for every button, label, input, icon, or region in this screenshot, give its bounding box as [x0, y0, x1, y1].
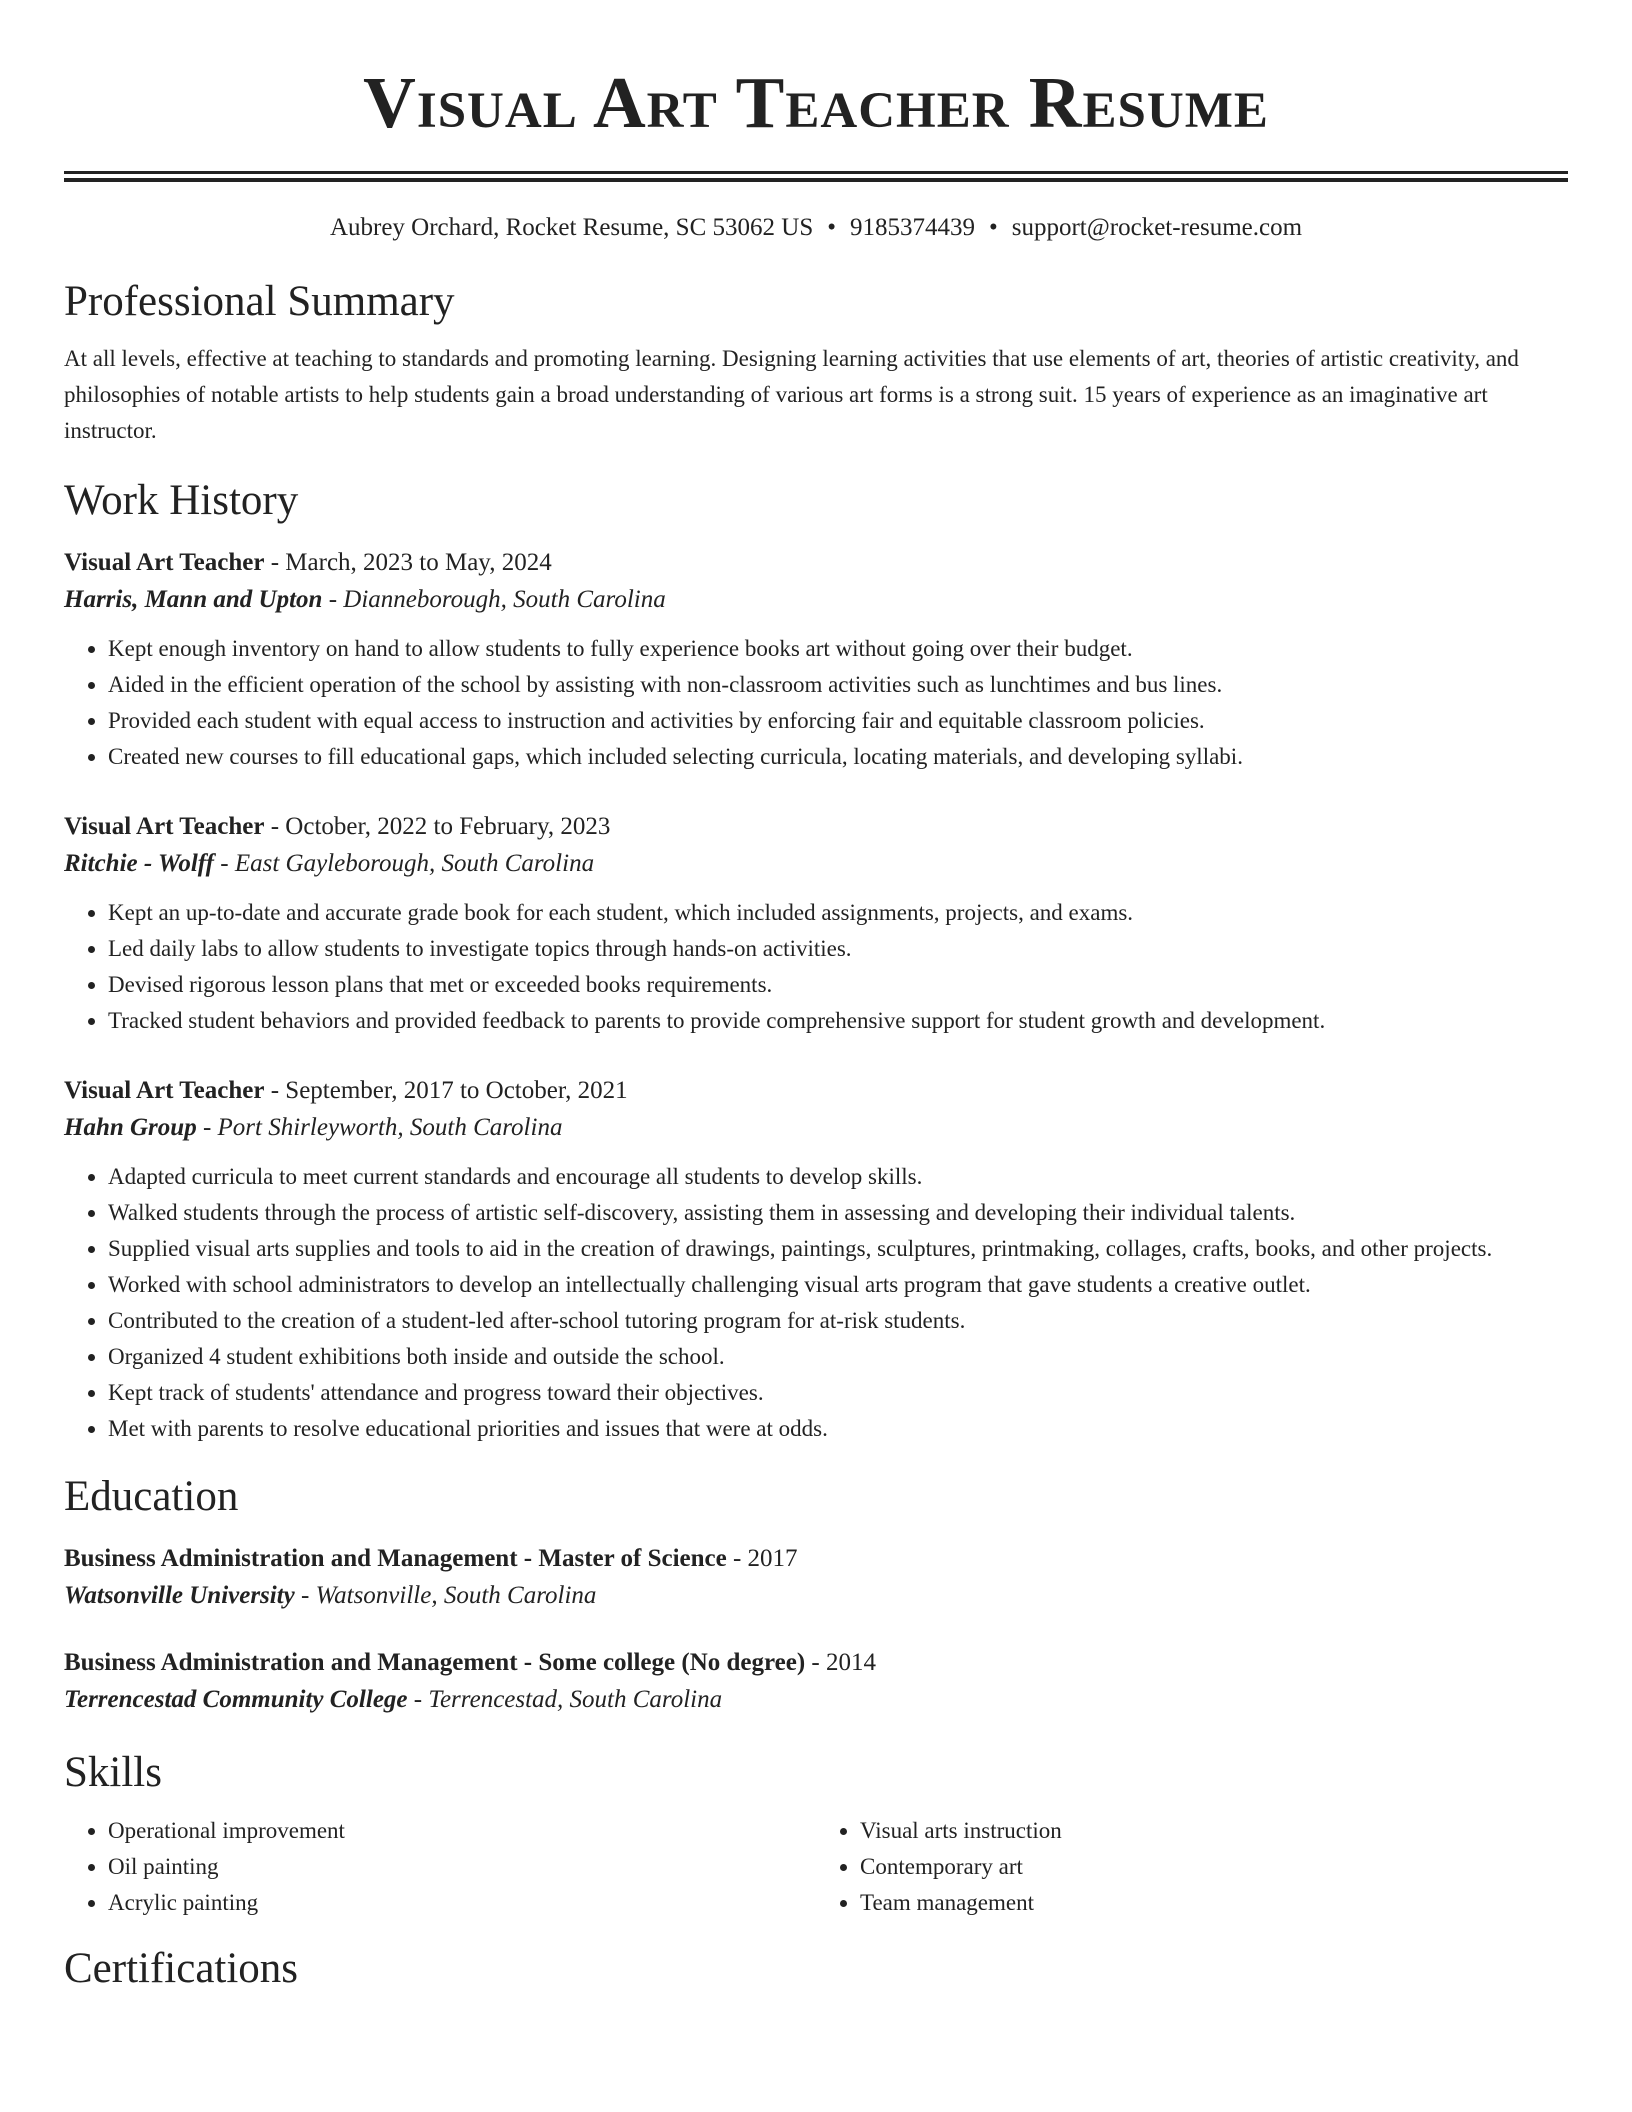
skills-grid [64, 1813, 1568, 1921]
job-title-line [64, 1073, 1568, 1109]
education-year: - 2014 [805, 1649, 876, 1676]
section-heading-work-history: Work History [64, 477, 299, 524]
job-bullets [64, 1159, 1568, 1447]
job-title-line [64, 545, 1568, 581]
job-location: - East Gayleborough, South Carolina [214, 850, 595, 877]
list-item: • Kept an up-to-date and accurate grade book for each student, which included assignments, projects, and exams. [108, 895, 1568, 931]
job-title: Visual Art Teacher [64, 813, 265, 840]
contact-separator: • [827, 214, 836, 241]
certifications-section [64, 1943, 1568, 1995]
job-company-line [64, 1109, 1568, 1147]
section-heading-skills: Skills [64, 1749, 162, 1796]
education-degree-line [64, 1541, 1568, 1577]
job-entry [64, 1073, 1568, 1447]
job-company: Harris, Mann and Upton [64, 586, 323, 613]
job-title: Visual Art Teacher [64, 1077, 265, 1104]
skill-item: • Contemporary art [860, 1849, 1568, 1885]
education-school-line [64, 1681, 1568, 1719]
job-company-line [64, 581, 1568, 619]
skills-column-left [64, 1813, 816, 1921]
list-item: • Supplied visual arts supplies and tools to aid in the creation of drawings, paintings, sculptures, printmaking, collages, crafts, books, and other projects. [108, 1231, 1568, 1267]
education-school: Watsonville University [64, 1582, 295, 1609]
list-item: • Devised rigorous lesson plans that met or exceeded books requirements. [108, 967, 1568, 1003]
education-entry [64, 1541, 1568, 1615]
job-entry [64, 545, 1568, 775]
list-item: • Tracked student behaviors and provided feedback to parents to provide comprehensive support for student growth and development. [108, 1003, 1568, 1039]
work-history-section [64, 475, 1568, 1447]
list-item: • Kept track of students' attendance and progress toward their objectives. [108, 1375, 1568, 1411]
job-location: - Port Shirleyworth, South Carolina [196, 1114, 563, 1141]
contact-email: support@rocket-resume.com [1011, 214, 1303, 241]
education-section [64, 1471, 1568, 1719]
education-location: - Terrencestad, South Carolina [407, 1686, 723, 1713]
resume-title: Visual Art Teacher Resume [363, 62, 1269, 143]
skill-item: • Team management [860, 1885, 1568, 1921]
job-company: Ritchie - Wolff [64, 850, 214, 877]
list-item: • Met with parents to resolve educational priorities and issues that were at odds. [108, 1411, 1568, 1447]
list-item: • Contributed to the creation of a student-led after-school tutoring program for at-risk students. [108, 1303, 1568, 1339]
list-item: • Worked with school administrators to develop an intellectually challenging visual arts program that gave students a creative outlet. [108, 1267, 1568, 1303]
skill-item: • Oil painting [108, 1849, 816, 1885]
job-dates: - October, 2022 to February, 2023 [264, 813, 611, 840]
section-heading-certifications: Certifications [64, 1945, 299, 1992]
job-company-line [64, 845, 1568, 883]
job-company: Hahn Group [64, 1114, 197, 1141]
section-heading-summary: Professional Summary [64, 278, 455, 325]
skill-item: • Visual arts instruction [860, 1813, 1568, 1849]
education-degree: Business Administration and Management - Some college (No degree) [64, 1649, 806, 1676]
skill-item: • Operational improvement [108, 1813, 816, 1849]
job-dates: - March, 2023 to May, 2024 [264, 549, 552, 576]
education-degree-line [64, 1645, 1568, 1681]
list-item: • Led daily labs to allow students to investigate topics through hands-on activities. [108, 931, 1568, 967]
list-item: • Provided each student with equal access to instruction and activities by enforcing fair and equitable classroom policies. [108, 703, 1568, 739]
education-school-line [64, 1577, 1568, 1615]
list-item: • Kept enough inventory on hand to allow students to fully experience books art without going over their budget. [108, 631, 1568, 667]
education-year: - 2017 [726, 1545, 798, 1572]
job-dates: - September, 2017 to October, 2021 [264, 1077, 628, 1104]
job-title-line [64, 809, 1568, 845]
list-item: • Organized 4 student exhibitions both inside and outside the school. [108, 1339, 1568, 1375]
contact-address: Aubrey Orchard, Rocket Resume, SC 53062 US [329, 214, 814, 241]
list-item: • Walked students through the process of artistic self-discovery, assisting them in assessing and developing their individual talents. [108, 1195, 1568, 1231]
contact-line [64, 212, 1568, 244]
job-location: - Dianneborough, South Carolina [322, 586, 666, 613]
contact-phone: 9185374439 [849, 214, 975, 241]
job-bullets [64, 895, 1568, 1039]
summary-section [64, 276, 1568, 449]
education-location: - Watsonville, South Carolina [294, 1582, 597, 1609]
education-entry [64, 1645, 1568, 1719]
skills-column-right [816, 1813, 1568, 1921]
skills-section [64, 1747, 1568, 1921]
job-bullets [64, 631, 1568, 775]
education-school: Terrencestad Community College [64, 1686, 408, 1713]
job-title: Visual Art Teacher [64, 549, 265, 576]
title-divider [64, 171, 1568, 182]
job-entry [64, 809, 1568, 1039]
summary-text: At all levels, effective at teaching to standards and promoting learning. Designing learning activities that use elements of art, theories of artistic creativity, and philosophies of notable artists to help students gain a broad understanding of various art forms is a strong suit. 15 years of experience as an imaginative art instructor. [64, 346, 1519, 443]
list-item: • Adapted curricula to meet current standards and encourage all students to develop skills. [108, 1159, 1568, 1195]
list-item: • Aided in the efficient operation of the school by assisting with non-classroom activities such as lunchtimes and bus lines. [108, 667, 1568, 703]
skill-item: • Acrylic painting [108, 1885, 816, 1921]
contact-separator: • [988, 214, 998, 241]
list-item: • Created new courses to fill educational gaps, which included selecting curricula, locating materials, and developing syllabi. [108, 739, 1568, 775]
education-degree: Business Administration and Management - Master of Science [64, 1545, 727, 1572]
section-heading-education: Education [64, 1473, 239, 1520]
